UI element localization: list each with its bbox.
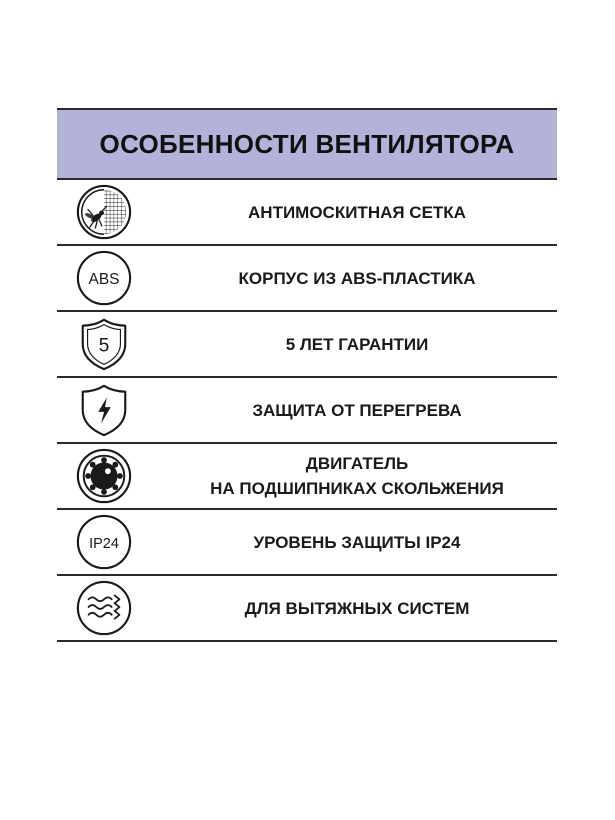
feature-label [157,312,557,376]
bearing-icon [75,447,133,505]
feature-text: ЗАЩИТА ОТ ПЕРЕГРЕВА [252,400,462,420]
warranty-shield-icon [75,315,133,373]
feature-label [157,180,557,244]
feature-text: ДЛЯ ВЫТЯЖНЫХ СИСТЕМ [244,598,470,618]
mosquito-net-icon [75,183,133,241]
abs-icon [75,249,133,307]
ip24-icon-text: IP24 [89,535,119,552]
feature-text: КОРПУС ИЗ ABS-ПЛАСТИКА [238,268,476,288]
feature-label [157,246,557,310]
feature-label [157,576,557,640]
feature-text: АНТИМОСКИТНАЯ СЕТКА [248,202,466,222]
exhaust-airflow-icon [75,579,133,637]
feature-list [57,180,557,642]
feature-label [157,510,557,574]
feature-label [157,378,557,442]
ip24-icon [75,513,133,571]
feature-label [157,444,557,508]
feature-text: УРОВЕНЬ ЗАЩИТЫ IP24 [253,532,461,552]
overheat-shield-icon [75,381,133,439]
header-banner [57,108,557,180]
page-title: ОСОБЕННОСТИ ВЕНТИЛЯТОРА [99,128,515,159]
feature-text: 5 ЛЕТ ГАРАНТИИ [285,334,429,354]
feature-text-line-2: НА ПОДШИПНИКАХ СКОЛЬЖЕНИЯ [210,479,504,498]
feature-text-line-1: ДВИГАТЕЛЬ [305,454,409,473]
feature-row-warranty [57,312,557,378]
feature-row-exhaust [57,576,557,642]
feature-row-mosquito-net [57,180,557,246]
warranty-icon-text: 5 [98,335,110,357]
feature-row-abs [57,246,557,312]
feature-row-overheat [57,378,557,444]
feature-row-ip24 [57,510,557,576]
abs-icon-text: ABS [88,270,120,288]
feature-row-bearing [57,444,557,510]
